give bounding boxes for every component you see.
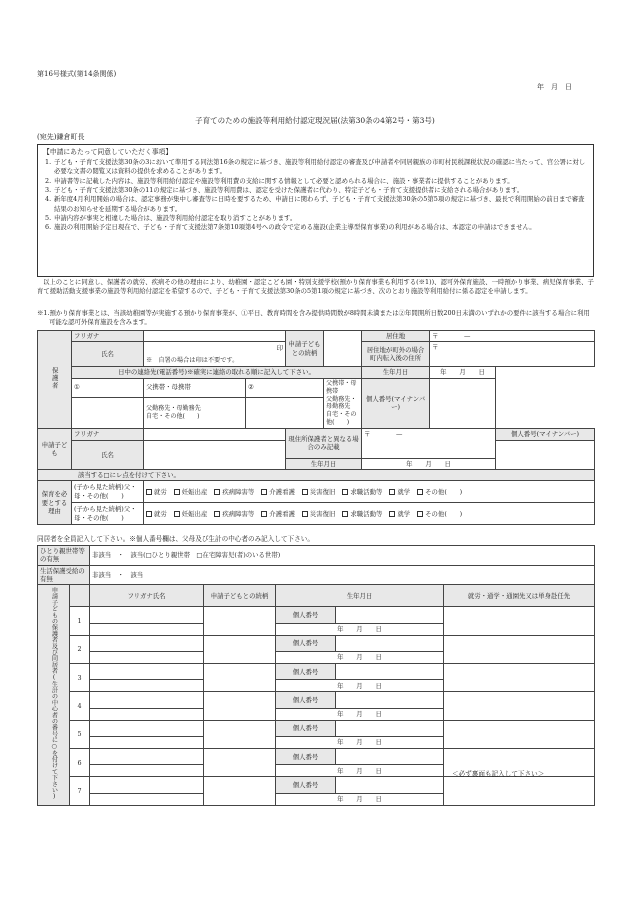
contact-type-b: 父勤務先・母勤務先 xyxy=(326,395,357,411)
household-row xyxy=(38,692,595,708)
notice-item xyxy=(45,214,588,223)
member-work-field[interactable] xyxy=(444,664,595,692)
child-dob-field[interactable]: 年 月 日 xyxy=(362,458,496,469)
contact-type-a: 父携帯・母携帯 xyxy=(326,379,357,395)
row-number[interactable]: 5 xyxy=(70,720,90,748)
member-furigana-field[interactable] xyxy=(90,720,204,736)
checkbox-icon xyxy=(261,511,267,517)
household-side-label: 申請子どもの保護者及び同居者(生計の中心者の番号に○を付けて下さい) xyxy=(38,585,70,806)
reason-option-label: その他( ) xyxy=(425,509,463,518)
child-name-label: 氏名 xyxy=(72,440,144,469)
footnote-1: ※1.預かり保育事業とは、当該幼稚園等が実施する預かり保育事業が、①平日、教育時間を含み提供時間数が8時間未満または②年間開所日数200日未満のいずれかの要件に該当する場合に利用可能な認可外保育施設を含みます。 xyxy=(37,309,590,327)
member-furigana-field[interactable] xyxy=(90,607,204,623)
checkbox-icon xyxy=(417,511,423,517)
household-row xyxy=(38,635,595,651)
checkbox-icon xyxy=(146,489,152,495)
reason-option-label: その他( ) xyxy=(425,487,463,496)
checkbox-icon xyxy=(417,489,423,495)
notice-item-text: 子ども・子育て支援法第30条の11の規定に基づき、施設等利用費は、認定を受けた保護者に代わり、特定子ども・子育て支援提供者に支給される場合があります。 xyxy=(54,186,524,195)
dob-label: 生年月日 xyxy=(362,367,430,378)
checkbox-icon xyxy=(342,489,348,495)
reason-instruction: 該当する□にレ点を付けて下さい。 xyxy=(38,469,595,480)
notice-item xyxy=(45,158,588,177)
notice-title: 【申請にあたって同意していただく事項】 xyxy=(43,148,173,156)
header-spacer xyxy=(70,585,90,607)
applicant-table xyxy=(37,330,595,525)
household-row xyxy=(38,607,595,623)
consent-notice xyxy=(37,144,594,277)
postal-mark: 〒 — xyxy=(432,332,471,340)
child-name-field[interactable] xyxy=(144,440,286,469)
reason-option-checkbox[interactable] xyxy=(261,488,295,496)
child-address-field[interactable] xyxy=(362,429,496,458)
member-relation-field[interactable] xyxy=(204,692,276,720)
member-work-field[interactable] xyxy=(444,777,595,805)
reason-who-2[interactable]: (子から見た続柄)父・母・その他( ) xyxy=(72,503,144,525)
member-furigana-field[interactable] xyxy=(90,635,204,651)
child-furigana-label: フリガナ xyxy=(72,429,144,440)
contact-type-1: 父携帯・母携帯 xyxy=(146,383,191,392)
reason-option-label: 疾病障害等 xyxy=(222,487,255,496)
reason-option-label: 求職活動等 xyxy=(350,509,383,518)
checkbox-icon xyxy=(146,511,152,517)
row-number[interactable]: 4 xyxy=(70,692,90,720)
household-row xyxy=(38,720,595,736)
guardian-label: 保護者 xyxy=(38,331,72,429)
reason-options-1 xyxy=(144,481,595,503)
member-mynumber-field[interactable] xyxy=(336,777,444,793)
checkbox-icon xyxy=(261,489,267,495)
member-dob-field[interactable]: 年 月 日 xyxy=(276,737,444,749)
member-name-field[interactable] xyxy=(90,793,204,805)
reason-option-label: 就労 xyxy=(154,509,167,518)
member-furigana-field[interactable] xyxy=(90,692,204,708)
checkbox-icon xyxy=(302,489,308,495)
child-address-label: 現住所保護者と異なる場合のみ記載 xyxy=(286,429,362,458)
seal-mark: 印 xyxy=(276,344,284,353)
page-title: 子育てのための施設等利用給付認定現況届(法第30条の4第2号・第3号) xyxy=(195,116,435,125)
member-mynumber-field[interactable] xyxy=(336,607,444,623)
reason-option-checkbox[interactable] xyxy=(146,488,167,496)
row-number[interactable]: 2 xyxy=(70,635,90,663)
reason-option-checkbox[interactable] xyxy=(389,488,410,496)
welfare-field[interactable]: 非該当 ・ 該当 xyxy=(90,565,595,585)
relation-field[interactable] xyxy=(324,331,362,367)
notice-item-number: 6. xyxy=(45,223,52,232)
household-row xyxy=(38,777,595,793)
contact-2-number[interactable] xyxy=(246,397,324,429)
contact-1-type-more xyxy=(144,397,246,429)
notice-item-text: 申請内容が事実と相違した場合は、施設等利用給付認定を取り消すことがあります。 xyxy=(54,213,297,222)
checkbox-icon xyxy=(174,511,180,517)
notice-item-number: 4. xyxy=(45,195,52,204)
member-dob-field[interactable]: 年 月 日 xyxy=(276,623,444,635)
address-label: 居住地 xyxy=(362,331,430,342)
member-work-field[interactable] xyxy=(444,635,595,663)
member-mynumber-label: 個人番号 xyxy=(276,777,336,793)
row-number[interactable]: 6 xyxy=(70,749,90,777)
reason-option-label: 就学 xyxy=(397,487,411,496)
child-dob-label: 生年月日 xyxy=(286,458,362,469)
member-dob-field[interactable]: 年 月 日 xyxy=(276,708,444,720)
member-mynumber-label: 個人番号 xyxy=(276,607,336,623)
mynumber-label: 個人番号(マイナンバー) xyxy=(362,378,430,429)
guardian-dob-field[interactable]: 年 月 日 xyxy=(430,367,496,378)
member-furigana-field[interactable] xyxy=(90,777,204,793)
checkbox-icon xyxy=(174,489,180,495)
reason-option-checkbox[interactable] xyxy=(417,488,462,496)
contact-type-2: 父勤務先・母勤務先 xyxy=(146,404,201,412)
reason-option-label: 災害復旧 xyxy=(309,487,336,496)
reason-option-checkbox[interactable] xyxy=(302,488,336,496)
member-name-field[interactable] xyxy=(90,765,204,777)
reason-option-label: 求職活動等 xyxy=(350,487,383,496)
member-dob-field[interactable]: 年 月 日 xyxy=(276,680,444,692)
member-mynumber-field[interactable] xyxy=(336,720,444,736)
notice-item-text: 子ども・子育て支援法第30条の3において準用する同法第16条の規定に基づき、施設等利用給付認定の審査及び申請者や同居親族の市町村民税課税状況の確認に当たって、官公署に対し必要な文書の閲覧又は資料の提供を求めることがあります。 xyxy=(54,158,586,176)
contact-type-c: 自宅・その他( ) xyxy=(326,411,357,427)
reason-option-checkbox[interactable] xyxy=(146,510,167,518)
guardian-mynumber-field[interactable] xyxy=(430,378,496,429)
member-mynumber-field[interactable] xyxy=(336,692,444,708)
row-number[interactable]: 3 xyxy=(70,664,90,692)
reason-option-checkbox[interactable] xyxy=(174,510,208,518)
name-label: 氏名 xyxy=(72,342,144,367)
household-heading: 同居者を全員記入して下さい。※個人番号欄は、父母及び生計の中心者のみ記入して下さい。 xyxy=(37,535,314,543)
reason-option-label: 妊娠出産 xyxy=(181,487,208,496)
notice-item xyxy=(45,195,588,214)
member-name-field[interactable] xyxy=(90,680,204,692)
reason-option-label: 介護看護 xyxy=(269,487,295,496)
single-parent-field[interactable]: 非該当 ・ 該当(□ひとり親世帯 □在宅障害児(者)のいる世帯) xyxy=(90,546,595,566)
furigana-label: フリガナ xyxy=(72,331,144,342)
member-name-field[interactable] xyxy=(90,737,204,749)
reason-option-checkbox[interactable] xyxy=(214,510,254,518)
member-relation-field[interactable] xyxy=(204,664,276,692)
member-relation-field[interactable] xyxy=(204,635,276,663)
reason-option-label: 妊娠出産 xyxy=(181,509,208,518)
member-mynumber-field[interactable] xyxy=(336,635,444,651)
checkbox-icon xyxy=(342,511,348,517)
checkbox-icon xyxy=(389,489,395,495)
reason-option-checkbox[interactable] xyxy=(417,510,462,518)
member-relation-field[interactable] xyxy=(204,777,276,805)
checkbox-icon xyxy=(302,511,308,517)
reason-who-1[interactable]: (子から見た続柄)父・母・その他( ) xyxy=(72,481,144,503)
child-mynumber-label: 個人番号(マイナンバー) xyxy=(496,429,595,440)
row-number[interactable]: 1 xyxy=(70,607,90,635)
member-name-field[interactable] xyxy=(90,652,204,664)
form-number: 第16号様式(第14条関係) xyxy=(37,70,117,78)
submission-date[interactable]: 年 月 日 xyxy=(537,83,572,91)
relation-label: 申請子どもとの続柄 xyxy=(286,331,324,367)
reason-label: 保育を必要とする理由 xyxy=(38,481,72,525)
reason-option-checkbox[interactable] xyxy=(174,488,208,496)
notice-item-text: 施設の利用開始予定日現在で、子ども・子育て支援法第7条第10項第4号への政令で定める施設(企業主導型保育事業)の利用がある場合は、本認定の申請はできません。 xyxy=(54,223,536,232)
notice-item-number: 5. xyxy=(45,213,52,222)
reason-option-checkbox[interactable] xyxy=(342,510,382,518)
member-name-field[interactable] xyxy=(90,623,204,635)
reason-option-label: 疾病障害等 xyxy=(222,509,255,518)
checkbox-icon xyxy=(214,489,220,495)
contact-1-number[interactable] xyxy=(72,397,144,429)
contact-label: 日中の連絡先(電話番号)※確実に連絡の取れる順に記入して下さい。 xyxy=(72,367,362,378)
member-mynumber-label: 個人番号 xyxy=(276,720,336,736)
reason-option-label: 介護看護 xyxy=(269,509,295,518)
checkbox-icon xyxy=(214,511,220,517)
contact-type-3: 自宅・その他( ) xyxy=(146,412,200,420)
household-row xyxy=(38,664,595,680)
member-mynumber-label: 個人番号 xyxy=(276,749,336,765)
child-postal-mark: 〒 — xyxy=(364,430,403,439)
notice-item xyxy=(45,223,588,232)
member-work-field[interactable] xyxy=(444,692,595,720)
postal-mark-2: 〒 xyxy=(432,343,439,352)
child-furigana-field[interactable] xyxy=(144,429,286,440)
notice-item-number: 2. xyxy=(45,176,52,185)
member-name-field[interactable] xyxy=(90,708,204,720)
outside-address-label: 居住地が町外の場合町内転入後の住所 xyxy=(362,342,430,367)
contact-1-field[interactable]: ① xyxy=(72,378,144,397)
reason-option-label: 災害復旧 xyxy=(309,509,336,518)
member-dob-field[interactable]: 年 月 日 xyxy=(276,793,444,805)
member-furigana-field[interactable] xyxy=(90,749,204,765)
member-relation-field[interactable] xyxy=(204,720,276,748)
reason-option-checkbox[interactable] xyxy=(261,510,295,518)
reason-options-2 xyxy=(144,503,595,525)
household-table xyxy=(37,545,595,806)
contact-2-field[interactable]: ② xyxy=(246,378,324,397)
member-relation-field[interactable] xyxy=(204,749,276,777)
address-field[interactable] xyxy=(430,331,595,342)
member-furigana-field[interactable] xyxy=(90,664,204,680)
guardian-name-field[interactable] xyxy=(144,342,286,355)
notice-item-number: 3. xyxy=(45,186,52,195)
col-relation: 申請子どもとの続柄 xyxy=(204,585,276,607)
col-work: 就労・通学・通園先又は単身赴任先 xyxy=(444,585,595,607)
notice-item-text: 新年度4月利用開始の場合は、認定事務が集中し審査等に日時を要するため、申請日に関わらず、子ども・子育て支援法第30条の5第5項の規定に基づき、最長で利用開始の前日まで審査結果のお知らせを延期する場合があります。 xyxy=(54,195,585,213)
checkbox-icon xyxy=(389,511,395,517)
contact-2-type[interactable] xyxy=(324,378,362,429)
notice-item-number: 1. xyxy=(45,158,52,167)
reason-option-checkbox[interactable] xyxy=(342,488,382,496)
single-parent-label: ひとり親世帯等の有無 xyxy=(38,546,90,566)
member-dob-field[interactable]: 年 月 日 xyxy=(276,652,444,664)
member-dob-field[interactable]: 年 月 日 xyxy=(276,765,444,777)
col-name: フリガナ氏名 xyxy=(90,585,204,607)
member-work-field[interactable] xyxy=(444,607,595,635)
reason-option-label: 就労 xyxy=(154,487,167,496)
intro-paragraph: 以上のことに同意し、保護者の就労、疾病その他の理由により、幼稚園・認定こども園・特別支援学校(預かり保育事業も利用する(※1))、認可外保育施設、一時預かり事業、病児保育事業、子育て援助活動支援事業の施設等利用給付認定を希望するので、子ども・子育て支援法第30条の5第1項の規定に基づき、次のとおり施設等利用給付に係る認定を申請します。 xyxy=(37,278,594,296)
notice-item-text: 申請書等に記載した内容は、施設等利用給付認定や施設等利用費の支給に関する情報として必要と認められる場合に、施設・事業者に提供することがあります。 xyxy=(54,176,514,185)
row-number[interactable]: 7 xyxy=(70,777,90,805)
outside-address-field[interactable] xyxy=(430,342,595,367)
member-mynumber-field[interactable] xyxy=(336,664,444,680)
member-mynumber-label: 個人番号 xyxy=(276,635,336,651)
contact-1-type[interactable] xyxy=(144,378,246,397)
reason-option-label: 就学 xyxy=(397,509,411,518)
seal-note: ※ 自署の場合は印は不要です。 xyxy=(144,355,286,367)
member-relation-field[interactable] xyxy=(204,607,276,635)
member-mynumber-field[interactable] xyxy=(336,749,444,765)
guardian-furigana-field[interactable] xyxy=(144,331,286,342)
member-mynumber-label: 個人番号 xyxy=(276,692,336,708)
member-work-field[interactable] xyxy=(444,720,595,748)
reason-option-checkbox[interactable] xyxy=(302,510,336,518)
member-mynumber-label: 個人番号 xyxy=(276,664,336,680)
col-dob: 生年月日 xyxy=(276,585,444,607)
reason-option-checkbox[interactable] xyxy=(389,510,410,518)
addressee: (宛先)鎌倉町長 xyxy=(37,133,85,141)
child-label: 申請子ども xyxy=(38,429,72,470)
notice-item xyxy=(45,186,588,195)
welfare-label: 生活保護受給の有無 xyxy=(38,565,90,585)
notice-item xyxy=(45,177,588,186)
reason-option-checkbox[interactable] xyxy=(214,488,254,496)
footer-note: ＜必ず裏面も記入して下さい＞ xyxy=(452,770,545,778)
household-row xyxy=(38,749,595,765)
child-mynumber-field[interactable] xyxy=(496,440,595,469)
notice-list xyxy=(43,158,588,232)
